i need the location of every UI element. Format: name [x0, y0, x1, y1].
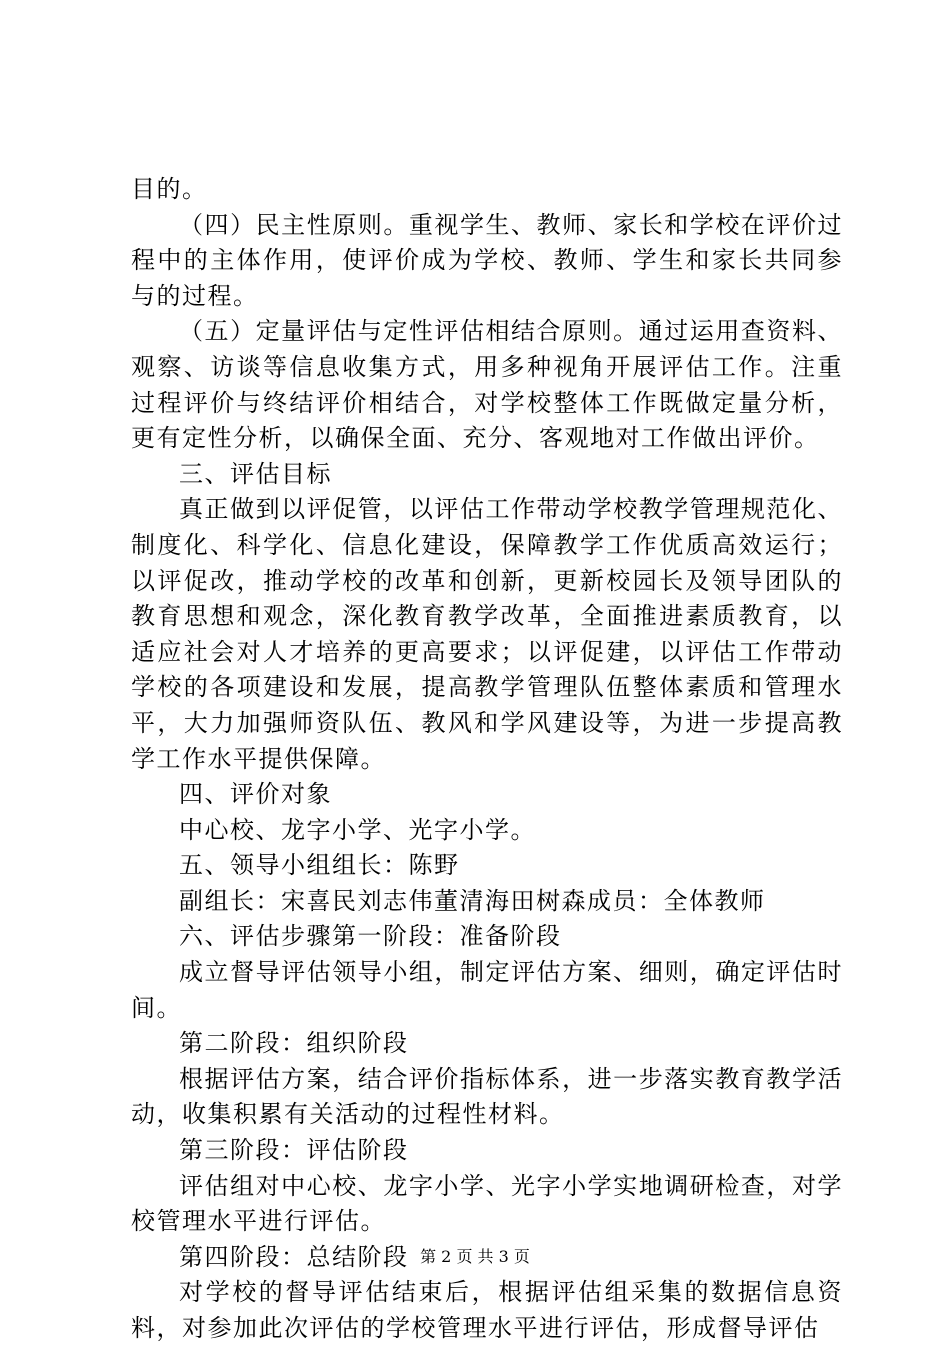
- paragraph-stage-1: 成立督导评估领导小组，制定评估方案、细则，确定评估时间。: [131, 958, 843, 1022]
- heading-evaluation-objects: 四、评价对象: [179, 780, 332, 809]
- heading-stage-3: 第三阶段：评估阶段: [179, 1136, 409, 1165]
- heading-evaluation-goals: 三、评估目标: [179, 459, 332, 488]
- heading-evaluation-steps: 六、评估步骤第一阶段：准备阶段: [179, 922, 562, 951]
- paragraph-evaluation-goals: 真正做到以评促管，以评估工作带动学校教学管理规范化、制度化、科学化、信息化建设，保障教学工作优质高效运行；以评促改，推动学校的改革和创新，更新校园长及领导团队的教育思想和观念，深化教育教学改革，全面推进素质教育，以适应社会对人才培养的更高要求；以评促建，以评估工作带动学校的各项建设和发展，提高教学管理队伍整体素质和管理水平，大力加强师资队伍、教风和学风建设等，为进一步提高教学工作水平提供保障。: [131, 495, 843, 773]
- paragraph-evaluation-objects: 中心校、龙字小学、光字小学。: [179, 815, 536, 844]
- heading-stage-2: 第二阶段：组织阶段: [179, 1029, 409, 1058]
- paragraph-stage-3: 评估组对中心校、龙字小学、光字小学实地调研检查，对学校管理水平进行评估。: [131, 1171, 843, 1236]
- page-footer: 第 2 页 共 3 页: [420, 1247, 530, 1266]
- paragraph-democratic-principle: （四）民主性原则。重视学生、教师、家长和学校在评价过程中的主体作用，使评价成为学校、教师、学生和家长共同参与的过程。: [131, 210, 843, 310]
- paragraph-quantitative-principle: （五）定量评估与定性评估相结合原则。通过运用查资料、观察、访谈等信息收集方式，用多种视角开展评估工作。注重过程评价与终结评价相结合，对学校整体工作既做定量分析，更有定性分析，以确保全面、充分、客观地对工作做出评价。: [131, 317, 843, 453]
- paragraph-stage-4: 对学校的督导评估结束后，根据评估组采集的数据信息资料，对参加此次评估的学校管理水平进行评估，形成督导评估: [131, 1278, 843, 1342]
- document-body: [131, 172, 843, 1347]
- paragraph-deputy-leaders: 副组长：宋喜民刘志伟董清海田树森成员：全体教师: [179, 886, 766, 915]
- paragraph-stage-2: 根据评估方案，结合评价指标体系，进一步落实教育教学活动，收集积累有关活动的过程性材料。: [131, 1064, 843, 1129]
- paragraph-1: 目的。: [131, 175, 208, 203]
- heading-stage-4: 第四阶段：总结阶段: [179, 1242, 409, 1271]
- heading-leadership-group: 五、领导小组组长：陈野: [179, 851, 460, 880]
